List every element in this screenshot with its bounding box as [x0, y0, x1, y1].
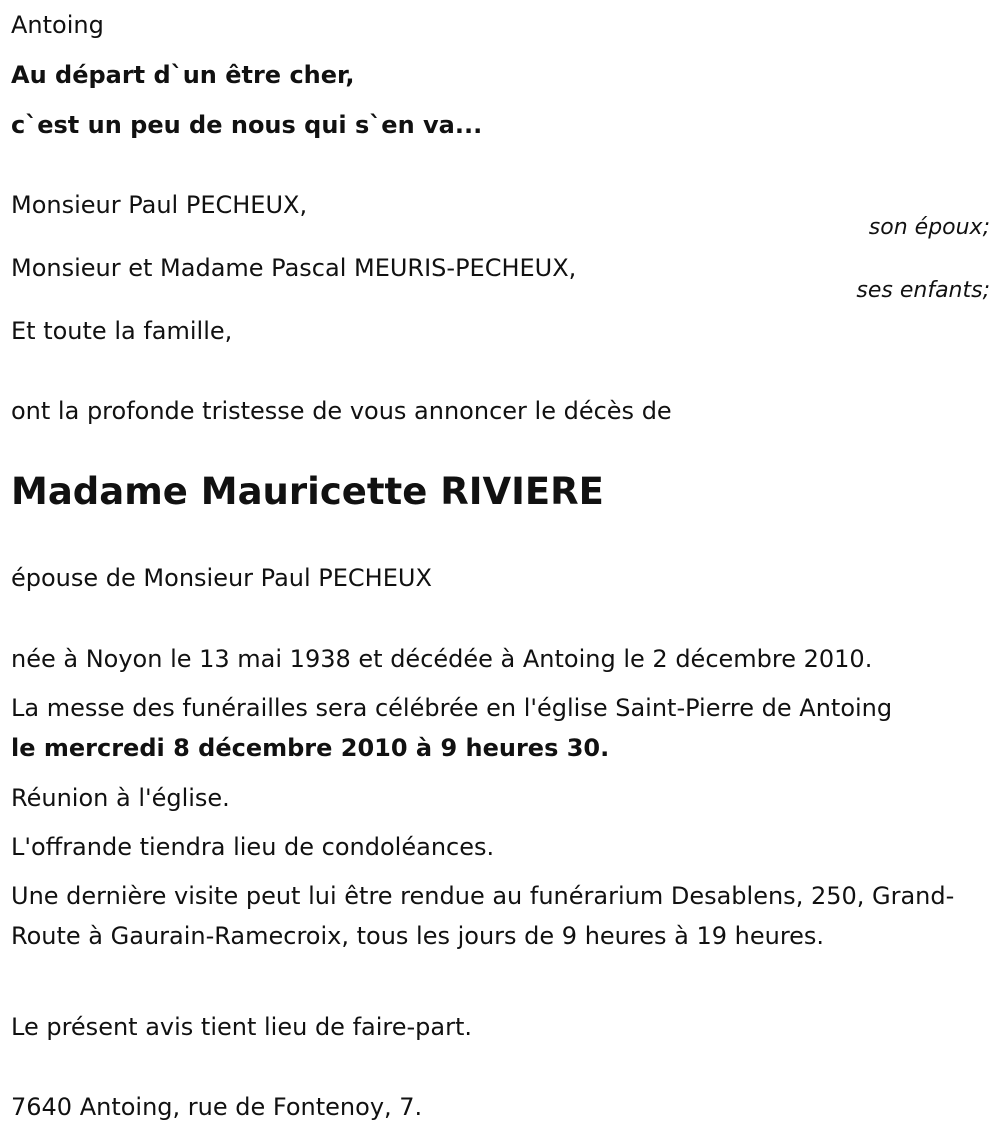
address-text: 7640 Antoing, rue de Fontenoy, 7. — [11, 1093, 423, 1121]
mass-date: le mercredi 8 décembre 2010 à 9 heures 30. — [11, 734, 610, 762]
spouse-of-text: épouse de Monsieur Paul PECHEUX — [11, 564, 432, 592]
meeting-text: Réunion à l'église. — [11, 784, 230, 812]
offering-text: L'offrande tiendra lieu de condoléances. — [11, 833, 495, 861]
quote-line-2: c`est un peu de nous qui s`en va... — [11, 111, 483, 139]
notice-text: Le présent avis tient lieu de faire-part. — [11, 1013, 473, 1041]
birth-death-text: née à Noyon le 13 mai 1938 et décédée à Antoing le 2 décembre 2010. — [11, 645, 873, 673]
children-name: Monsieur et Madame Pascal MEURIS-PECHEUX, — [11, 254, 577, 282]
children-relation: ses enfants; — [856, 278, 990, 303]
announcement-text: ont la profonde tristesse de vous annoncer le décès de — [11, 397, 672, 425]
spouse-relation: son époux; — [868, 215, 990, 240]
quote-line-1: Au départ d`un être cher, — [11, 61, 355, 89]
family-line: Et toute la famille, — [11, 317, 233, 345]
deceased-name: Madame Mauricette RIVIERE — [11, 470, 604, 513]
spouse-name: Monsieur Paul PECHEUX, — [11, 191, 308, 219]
mass-text: La messe des funérailles sera célébrée en l'église Saint-Pierre de Antoing — [11, 694, 893, 722]
location-city: Antoing — [11, 11, 104, 39]
visit-text: Une dernière visite peut lui être rendue au funérarium Desablens, 250, Grand-Route à Gaurain-Ramecroix, tous les jours de 9 heures à 19 heures. — [11, 882, 955, 950]
